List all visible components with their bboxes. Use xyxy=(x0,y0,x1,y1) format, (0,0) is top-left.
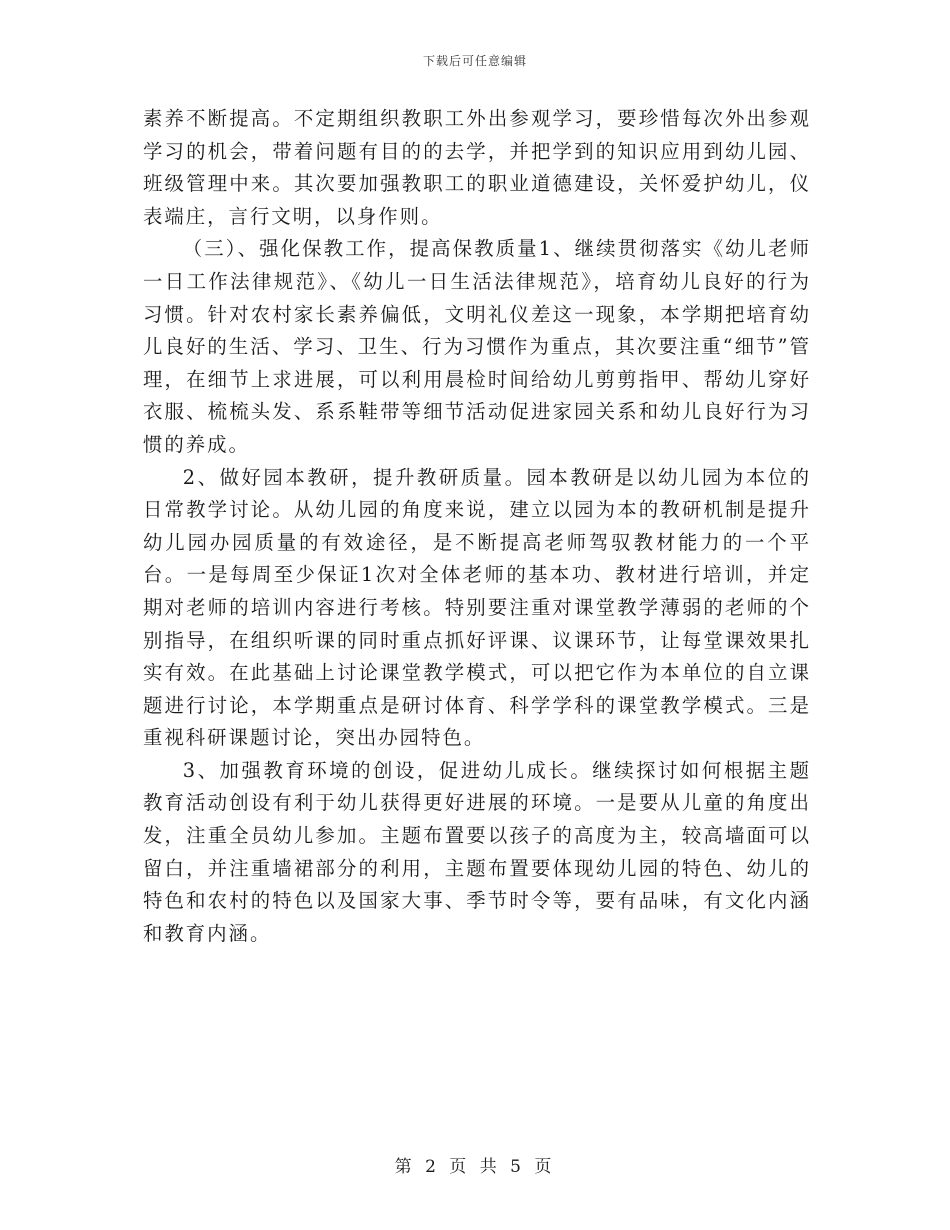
paragraph-1: 素养不断提高。不定期组织教职工外出参观学习，要珍惜每次外出参观学习的机会，带着问题有目的的去学，并把学到的知识应用到幼儿园、班级管理中来。其次要加强教职工的职业道德建设，关怀爱护幼儿，仪表端庄，言行文明，以身作则。 xyxy=(143,107,811,228)
page-header: 下载后可任意编辑 xyxy=(422,54,527,68)
document-body xyxy=(143,103,811,950)
paragraph-3: 2、做好园本教研，提升教研质量。园本教研是以幼儿园为本位的日常教学讨论。从幼儿园的角度来说，建立以园为本的教研机制是提升幼儿园办园质量的有效途径，是不断提高老师驾驭教材能力的一个平台。一是每周至少保证1次对全体老师的基本功、教材进行培训，并定期对老师的培训内容进行考核。特别要注重对课堂教学薄弱的老师的个别指导，在组织听课的同时重点抓好评课、议课环节，让每堂课效果扎实有效。在此基础上讨论课堂教学模式，可以把它作为本单位的自立课题进行讨论，本学期重点是研讨体育、科学学科的课堂教学模式。三是重视科研课题讨论，突出办园特色。 xyxy=(143,465,811,750)
paragraph-2: （三）、强化保教工作，提高保教质量1、继续贯彻落实《幼儿老师一日工作法律规范》、《幼儿一日生活法律规范》，培育幼儿良好的行为习惯。针对农村家长素养偏低，文明礼仪差这一现象，本学期把培育幼儿良好的生活、学习、卫生、行为习惯作为重点，其次要注重“细节”管理，在细节上求进展，可以利用晨检时间给幼儿剪剪指甲、帮幼儿穿好衣服、梳梳头发、系系鞋带等细节活动促进家园关系和幼儿良好行为习惯的养成。 xyxy=(143,237,811,456)
page-number: 第 2 页 共 5 页 xyxy=(394,1157,556,1177)
paragraph-4: 3、加强教育环境的创设，促进幼儿成长。继续探讨如何根据主题教育活动创设有利于幼儿获得更好进展的环境。一是要从儿童的角度出发，注重全员幼儿参加。主题布置要以孩子的高度为主，较高墙面可以留白，并注重墙裙部分的利用，主题布置要体现幼儿园的特色、幼儿的特色和农村的特色以及国家大事、季节时令等，要有品味，有文化内涵和教育内涵。 xyxy=(143,758,811,945)
